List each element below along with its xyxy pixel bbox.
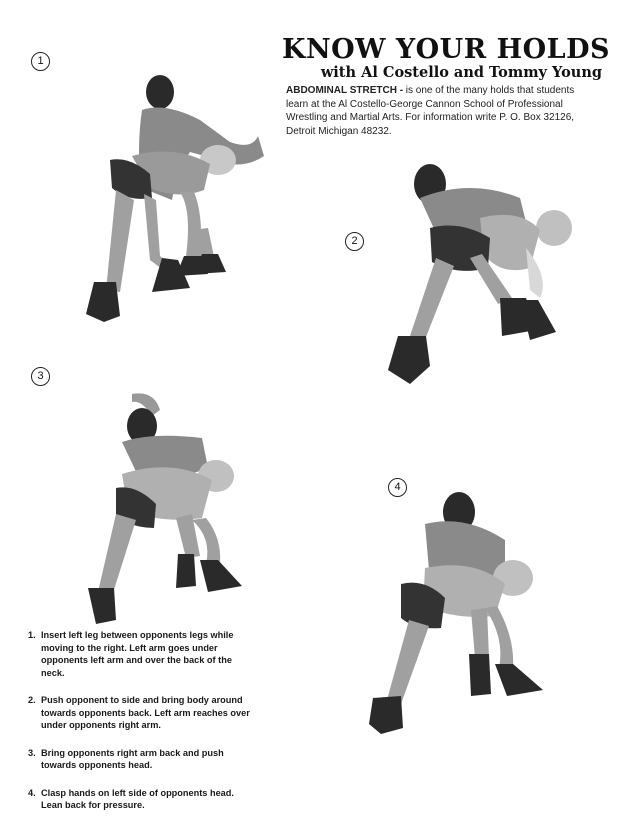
page-title: KNOW YOUR HOLDS [282, 34, 610, 65]
instruction-text: Clasp hands on left side of opponents head. Lean back for pressure. [41, 787, 234, 810]
instruction-step-3: 3. Bring opponents right arm back and push towards opponents head. [28, 747, 250, 772]
photo-label-1: 1 [31, 52, 50, 71]
instruction-step-4: 4. Clasp hands on left side of opponents head. Lean back for pressure. [28, 787, 250, 812]
photo-label-4: 4 [388, 478, 407, 497]
hold-name: ABDOMINAL STRETCH - [286, 85, 404, 96]
instruction-list [28, 629, 250, 827]
intro-paragraph [286, 84, 576, 138]
instruction-text: Bring opponents right arm back and push towards opponents head. [41, 747, 224, 770]
wrestling-photo-4 [365, 488, 575, 748]
instruction-step-1: 1. Insert left leg between opponents legs while moving to the right. Left arm goes under opponents left arm and over the back of the neck. [28, 629, 250, 679]
instruction-step-2: 2. Push opponent to side and bring body around towards opponents back. Left arm reaches over under opponents right arm. [28, 695, 250, 730]
wrestling-photo-2 [380, 158, 580, 398]
instruction-text: Push opponent to side and bring body around towards opponents back. Left arm reaches over under opponents right arm. [41, 695, 250, 730]
photo-label-3: 3 [31, 367, 50, 386]
intro-text: is one of the many holds that students learn at the Al Costello-George Cannon School of Professional Wrestling and Martial Arts. For information write P. O. Box 32126, Detroit Michigan 48232. [286, 85, 575, 137]
wrestling-photo-3 [82, 388, 252, 628]
wrestling-photo-1 [80, 60, 270, 330]
instruction-text: Insert left leg between opponents legs while moving to the right. Left arm goes under opponents left arm and over the back of the neck. [41, 630, 234, 678]
photo-label-2: 2 [345, 232, 364, 251]
page-subtitle: with Al Costello and Tommy Young [320, 64, 602, 81]
